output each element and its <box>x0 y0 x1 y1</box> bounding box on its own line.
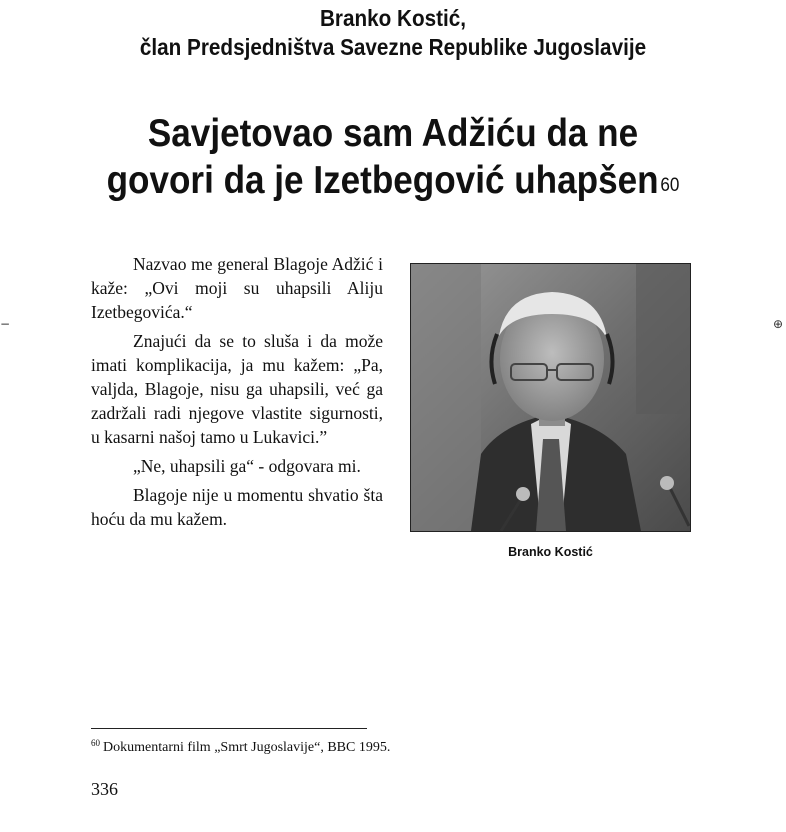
body-paragraph: Blagoje nije u momentu shvatio šta hoću da mu kažem. <box>91 485 383 529</box>
photo-caption: Branko Kostić <box>508 545 593 559</box>
header-name: Branko Kostić, <box>319 5 467 31</box>
registration-mark-right: ⊕ <box>773 317 784 331</box>
portrait-photo <box>410 263 691 532</box>
registration-mark-left: − <box>0 317 11 331</box>
body-paragraph: „Ne, uhapsili ga“ - odgovara mi. <box>133 456 361 476</box>
article-body <box>91 252 383 536</box>
footnote-number: 60 <box>91 738 100 748</box>
page-number: 336 <box>91 779 118 799</box>
footnote-divider <box>91 728 367 729</box>
title-line-2 <box>39 157 746 209</box>
body-paragraph: Nazvao me general Blagoje Adžić i kaže: „Ovi moji su uhapsili Aliju Izetbegovića.“ <box>91 254 383 322</box>
body-paragraph: Znajući da se to sluša i da može imati komplikacija, ja mu kažem: „Pa, valjda, Blagoje, nisu ga uhapsili, već ga zadržali radi njegove vlastite sigurnosti, u kasarni našoj tamo u Lukavici.” <box>91 331 383 447</box>
article-title <box>39 110 746 209</box>
header-role: član Predsjedništva Savezne Republike Jugoslavije <box>139 34 647 60</box>
title-line-2-text: govori da je Izetbegović uhapšen <box>106 159 659 202</box>
title-footnote-ref: 60 <box>660 175 680 196</box>
title-line-1: Savjetovao sam Adžiću da ne <box>147 112 639 155</box>
footnote-text: Dokumentarni film „Smrt Jugoslavije“, BBC 1995. <box>103 740 391 755</box>
footnote <box>91 738 390 756</box>
article-header <box>39 4 746 62</box>
